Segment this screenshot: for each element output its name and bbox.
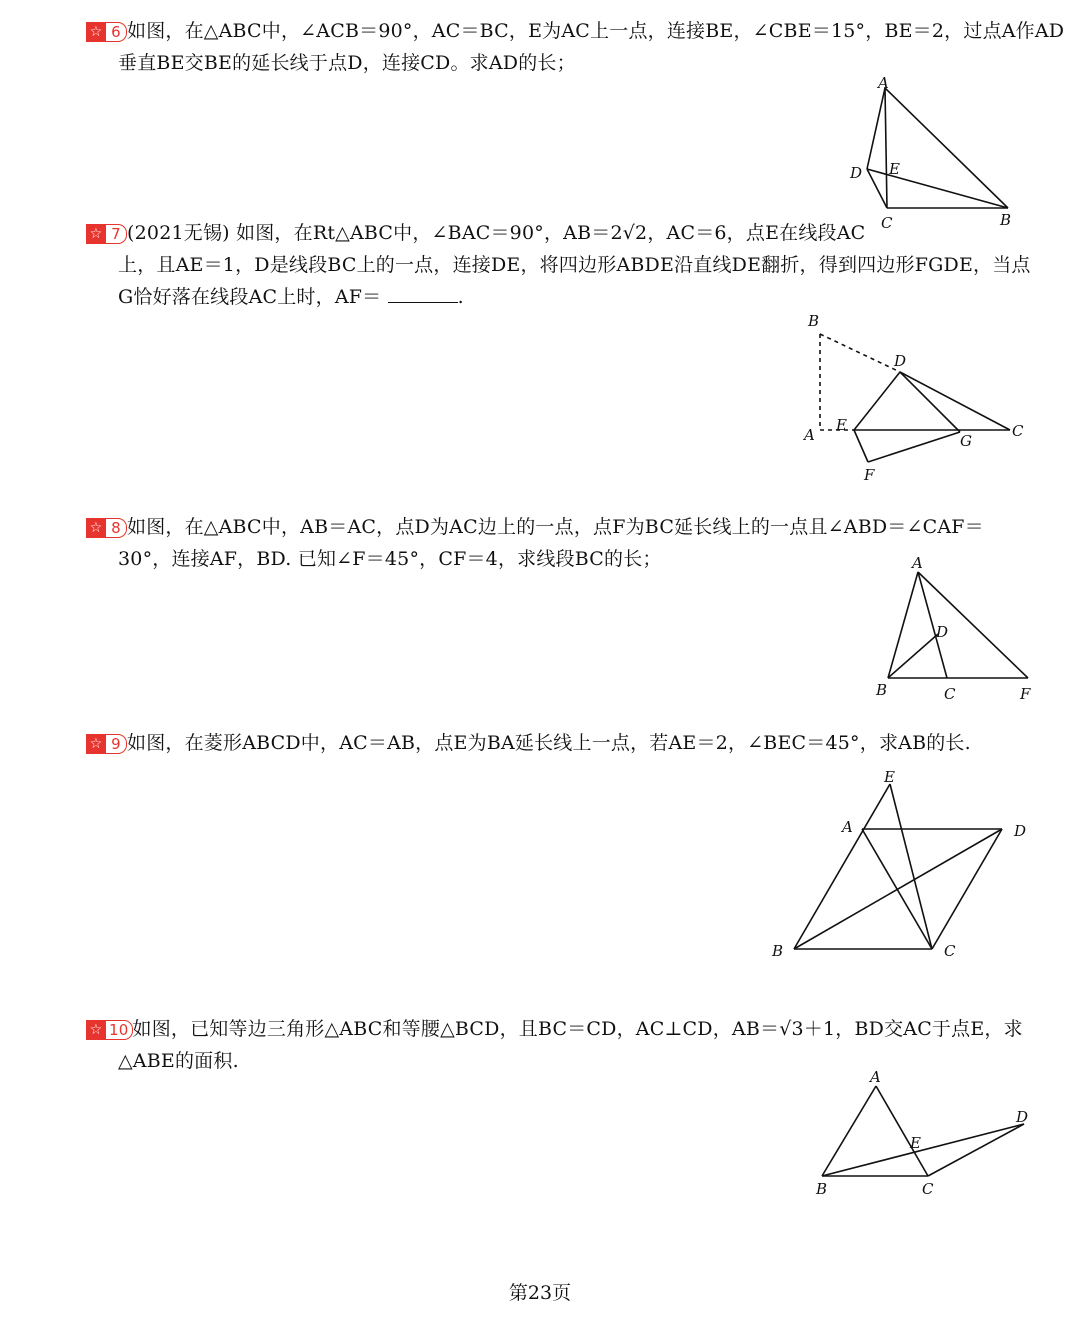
problem-number: 10 xyxy=(106,1020,133,1040)
label-F: F xyxy=(864,466,875,484)
label-E: E xyxy=(910,1134,921,1152)
problem-9-line-1: ☆ 9 如图，在菱形ABCD中，AC＝AB，点E为BA延长线上一点，若AE＝2，∠BEC＝45°，求AB的长. xyxy=(86,730,971,756)
problem-number: 7 xyxy=(106,224,127,244)
label-D: D xyxy=(1014,822,1027,840)
label-D: D xyxy=(894,352,907,370)
label-B: B xyxy=(1000,211,1012,229)
label-D: D xyxy=(936,623,949,641)
label-E: E xyxy=(836,416,847,434)
label-A: A xyxy=(804,426,815,444)
problem-7-line-1: ☆ 7 (2021无锡) 如图，在Rt△ABC中，∠BAC＝90°，AB＝2√2，AC＝6，点E在线段AC xyxy=(86,220,865,246)
figure-problem-7 xyxy=(800,308,1040,488)
star-icon: ☆ xyxy=(86,734,106,754)
figure-problem-6 xyxy=(840,70,1030,235)
label-C: C xyxy=(1012,422,1024,440)
problem-number: 8 xyxy=(106,518,127,538)
label-G: G xyxy=(960,432,972,450)
label-A: A xyxy=(912,554,923,572)
star-icon: ☆ xyxy=(86,1020,106,1040)
label-C: C xyxy=(881,214,893,232)
label-A: A xyxy=(878,74,889,92)
label-C: C xyxy=(944,942,956,960)
label-B: B xyxy=(808,312,820,330)
label-E: E xyxy=(884,768,895,786)
problem-6-line-1: ☆ 6 如图，在△ABC中，∠ACB＝90°，AC＝BC，E为AC上一点，连接BE，∠CBE＝15°，BE＝2，过点A作AD xyxy=(86,18,1064,44)
star-icon: ☆ xyxy=(86,22,106,42)
page-number: 第23页 xyxy=(508,1282,572,1304)
problem-8-line-2: 30°，连接AF，BD. 已知∠F＝45°，CF＝4，求线段BC的长； xyxy=(118,548,662,570)
figure-problem-10 xyxy=(800,1066,1040,1206)
star-icon: ☆ xyxy=(86,518,106,538)
label-C: C xyxy=(944,685,956,702)
figure-problem-8 xyxy=(860,552,1040,702)
problem-10-line-1: ☆ 10 如图，已知等边三角形△ABC和等腰△BCD，且BC＝CD，AC⊥CD，AB＝√3＋1，BD交AC于点E，求 xyxy=(86,1016,1023,1042)
problem-8-line-1: ☆ 8 如图，在△ABC中，AB＝AC，点D为AC边上的一点，点F为BC延长线上的一点且∠ABD＝∠CAF＝ xyxy=(86,514,984,540)
label-A: A xyxy=(842,818,853,836)
problem-number: 6 xyxy=(106,22,127,42)
label-B: B xyxy=(772,942,784,960)
problem-7-line-2: 上，且AE＝1，D是线段BC上的一点，连接DE，将四边形ABDE沿直线DE翻折，得到四边形FGDE，当点 xyxy=(118,254,1031,276)
label-A: A xyxy=(870,1068,881,1086)
label-F: F xyxy=(1020,685,1031,702)
label-E: E xyxy=(889,160,900,178)
label-C: C xyxy=(922,1180,934,1198)
problem-7-line-3: G恰好落在线段AC上时，AF＝ . xyxy=(118,286,464,308)
star-icon: ☆ xyxy=(86,224,106,244)
figure-problem-9 xyxy=(760,764,1040,969)
label-B: B xyxy=(876,681,888,699)
problem-number: 9 xyxy=(106,734,127,754)
label-B: B xyxy=(816,1180,828,1198)
label-D: D xyxy=(1016,1108,1029,1126)
problem-10-line-2: △ABE的面积. xyxy=(118,1050,239,1072)
label-D: D xyxy=(850,164,863,182)
answer-blank[interactable] xyxy=(388,284,458,303)
problem-6-line-2: 垂直BE交BE的延长线于点D，连接CD。求AD的长； xyxy=(118,52,576,74)
